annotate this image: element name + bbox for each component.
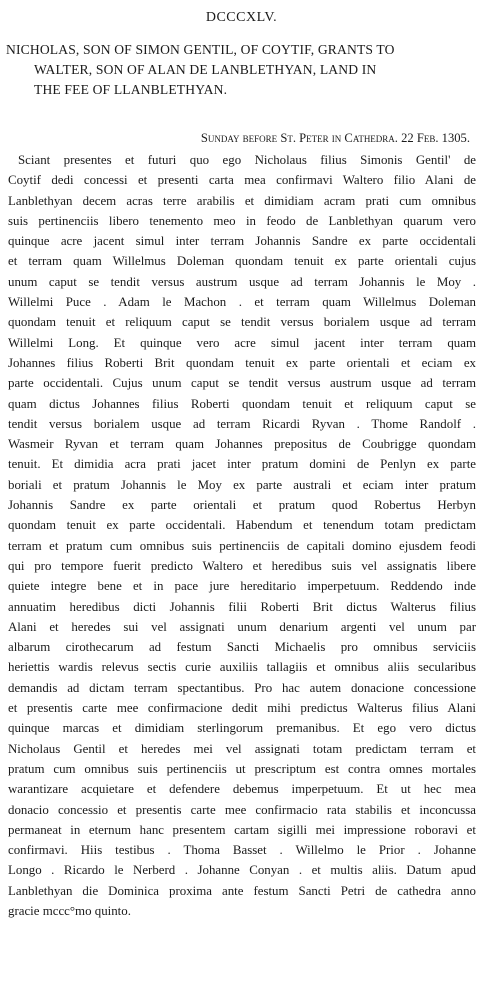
- body-line: Longo . Ricardo le Nerberd . Johanne Conyan . et multis aliis. Datum apud: [8, 863, 476, 878]
- body-line: et terram quam Willelmus Doleman quondam tenuit ex parte orientali cujus: [8, 254, 476, 269]
- body-line: Alani et heredes sui vel assignati unum denarium argenti vel unum par: [8, 619, 476, 634]
- charter-dateline: Sunday before St. Peter in Cathedra. 22 Feb. 1305.: [200, 131, 470, 145]
- body-line: annuatim heredibus dicti Johannis filii Roberti Brit dictus Walterus filius: [8, 599, 476, 614]
- body-line: donacio concessio et presentis carte mee confirmacio rata stabilis et inconcussa: [8, 802, 476, 817]
- body-line: quiete integre bene et in pace jure hereditario imperpetuum. Reddendo inde: [8, 579, 476, 594]
- body-line: demandis ad dictam terram spectantibus. Pro hac autem donacione concessione: [8, 680, 476, 695]
- charter-body: [8, 150, 476, 921]
- body-line: unum caput se tendit versus austrum usque ad terram Johannis le Moy .: [8, 274, 476, 289]
- body-line: Sciant presentes et futuri quo ego Nicholaus filius Simonis Gentil' de: [18, 153, 476, 167]
- body-line: Lanblethyan die Dominica proxima ante festum Sancti Petri de cathedra anno: [8, 883, 476, 898]
- body-line: Coytif dedi concessi et presenti carta mea confirmavi Waltero filio Alani de: [8, 173, 476, 188]
- body-line: tendit versus borialem usque ad terram Ricardi Ryvan . Thome Randolf .: [8, 416, 476, 431]
- body-line: Johannes filius Roberti Brit quondam tenuit ex parte orientali et eciam ex: [8, 355, 476, 370]
- heading-line: WALTER, SON OF ALAN DE LANBLETHYAN, LAND IN: [34, 62, 377, 77]
- heading-line: NICHOLAS, SON OF SIMON GENTIL, OF COYTIF, GRANTS TO: [6, 42, 395, 57]
- heading-line: THE FEE OF LLANBLETHYAN.: [34, 82, 228, 97]
- body-line: quondam tenuit ex parte occidentali. Habendum et tenendum totam predictam: [8, 518, 476, 533]
- body-line: gracie mccc°mo quinto.: [8, 903, 131, 918]
- body-line: albarum cirothecarum ad festum Sancti Michaelis pro omnibus serviciis: [8, 640, 476, 655]
- body-line: Willelmi Puce . Adam le Machon . et terram quam Willelmus Doleman: [8, 295, 476, 310]
- charter-number: DCCCXLV.: [205, 10, 278, 25]
- body-line: terram et pratum cum omnibus suis pertinenciis de capitali domino ejusdem feodi: [8, 538, 476, 553]
- body-line: permaneat in eternum hanc presentem cartam sigilli mei impressione roboravi et: [8, 822, 476, 837]
- body-line: heriettis wardis relevus sectis curie auxiliis tallagiis et omnibus aliis secularibus: [8, 660, 476, 675]
- body-line: confirmavi. Hiis testibus . Thoma Basset . Willelmo le Prior . Johanne: [8, 843, 476, 858]
- body-line: tenuit. Et dimidia acra prati jacet inter pratum domini de Penlyn ex parte: [8, 457, 476, 472]
- body-line: quinque marcas et dimidiam sterlingorum premanibus. Et ego vero dictus: [8, 721, 476, 736]
- body-line: boriali et pratum Johannis le Moy ex parte australi et eciam inter pratum: [8, 477, 476, 492]
- body-line: warantizare acquietare et defendere debemus imperpetuum. Et ut hec mea: [8, 782, 476, 797]
- body-line: quondam tenuit et reliquum caput se tendit versus borialem usque ad terram: [8, 315, 476, 330]
- body-line: parte occidentali. Cujus unum caput se tendit versus austrum usque ad terram: [8, 376, 476, 391]
- body-line: Lanblethyan decem acras terre arabilis et dimidiam acram prati cum omnibus: [8, 193, 476, 208]
- body-line: et presentis carte mee confirmacione dedit mihi predictus Walterus filius Alani: [8, 701, 476, 716]
- body-line: Johannis Sandre ex parte orientali et pratum quod Robertus Herbyn: [8, 498, 476, 513]
- body-line: Wasmeir Ryvan et terram quam Johannes prepositus de Coubrigge quondam: [8, 437, 476, 452]
- body-line: quam dictus Johannes filius Roberti quondam tenuit et reliquum caput se: [8, 396, 476, 411]
- body-line: pratum cum omnibus suis pertinenciis ut prescriptum est contra omnes mortales: [8, 761, 476, 776]
- body-line: qui pro tempore fuerit predicto Waltero et heredibus suis vel assignatis libere: [8, 558, 476, 573]
- body-line: Nicholaus Gentil et heredes mei vel assignati totam predictam terram et: [8, 741, 476, 756]
- body-line: suis pertinenciis libero tenemento meo in feodo de Lanblethyan quarum vero: [8, 213, 476, 228]
- charter-heading: [6, 40, 482, 100]
- body-line: Willelmi Long. Et quinque vero acre simul jacent inter terram quam: [8, 335, 476, 350]
- body-line: quinque acre jacent simul inter terram Johannis Sandre ex parte occidentali: [8, 234, 476, 249]
